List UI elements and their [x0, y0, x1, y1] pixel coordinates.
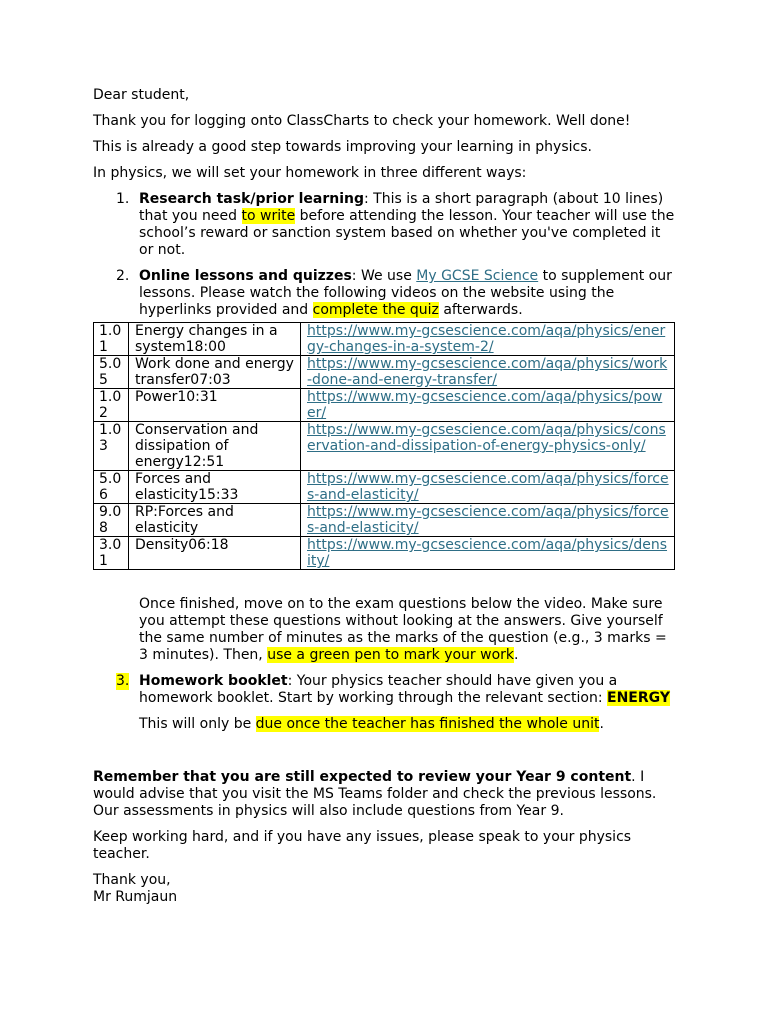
instruction-text: Once finished, move on to the exam questions below the video. Make sure you attempt these questions without looking at the answers. Give yourself the same number of minutes as the marks of the question (e.g., 3 marks = 3 minutes). Then, — [139, 596, 667, 663]
lesson-code-cell: 5.05 — [94, 356, 129, 389]
highlighted-text: use a green pen to mark your work — [267, 647, 515, 663]
lesson-url-cell — [301, 537, 675, 570]
intro-paragraph-2: This is already a good step towards improving your learning in physics. — [93, 139, 592, 155]
lesson-title-cell: Energy changes in a system18:00 — [129, 323, 301, 356]
lesson-title-cell: Power10:31 — [129, 389, 301, 422]
lesson-code-cell: 1.02 — [94, 389, 129, 422]
task-text: afterwards. — [438, 302, 523, 318]
lesson-url-cell — [301, 471, 675, 504]
highlighted-text: due once the teacher has finished the whole unit — [255, 716, 600, 732]
list-number: 2. — [116, 268, 130, 284]
exam-questions-paragraph — [93, 596, 678, 664]
my-gcse-science-link[interactable]: My GCSE Science — [416, 268, 539, 284]
keep-working-paragraph: Keep working hard, and if you have any issues, please speak to your physics teacher. — [93, 829, 632, 862]
booklet-due-note — [93, 716, 678, 733]
lesson-video-link[interactable]: https://www.my-gcsescience.com/aqa/physics/power/ — [307, 389, 663, 421]
lesson-title-cell: RP:Forces and elasticity — [129, 504, 301, 537]
task-text: to supplement our lessons. Please watch the following videos on the website using the hyperlinks provided and — [139, 268, 672, 318]
lesson-video-link[interactable]: https://www.my-gcsescience.com/aqa/physics/conservation-and-dissipation-of-energy-physics-only/ — [307, 422, 666, 454]
lesson-code-cell: 1.03 — [94, 422, 129, 471]
highlighted-section-name: ENERGY — [607, 690, 670, 706]
video-table-body — [94, 323, 675, 570]
note-text: This will only be — [139, 716, 256, 732]
table-row — [94, 356, 675, 389]
note-text: . — [599, 716, 604, 732]
letter-body — [93, 87, 678, 906]
table-row — [94, 504, 675, 537]
list-item-online-lessons — [93, 268, 678, 319]
lesson-video-link[interactable]: https://www.my-gcsescience.com/aqa/physics/energy-changes-in-a-system-2/ — [307, 323, 666, 355]
lesson-code-cell: 1.01 — [94, 323, 129, 356]
table-row — [94, 471, 675, 504]
signature: Mr Rumjaun — [93, 889, 178, 905]
table-row — [94, 389, 675, 422]
intro-paragraph-3: In physics, we will set your homework in three different ways: — [93, 165, 527, 181]
homework-types-list-continued — [93, 673, 678, 733]
lesson-video-link[interactable]: https://www.my-gcsescience.com/aqa/physics/forces-and-elasticity/ — [307, 504, 669, 536]
task-text: : This is a short paragraph (about 10 lines) that you need — [139, 191, 664, 224]
task-text: before attending the lesson. Your teacher will use the school’s reward or sanction system based on whether you've completed it or not. — [139, 208, 675, 258]
lesson-title-cell: Density06:18 — [129, 537, 301, 570]
lesson-title-cell: Conservation and dissipation of energy12:51 — [129, 422, 301, 471]
instruction-text: . — [514, 647, 519, 663]
list-number: 1. — [116, 191, 130, 207]
table-row — [94, 323, 675, 356]
task-text: : Your physics teacher should have given you a homework booklet. Start by working through the relevant section: — [139, 673, 618, 706]
task-title: Online lessons and quizzes — [139, 268, 352, 284]
list-item-research-task — [93, 191, 678, 259]
lesson-url-cell — [301, 356, 675, 389]
lesson-url-cell — [301, 389, 675, 422]
lesson-code-cell: 5.06 — [94, 471, 129, 504]
highlighted-text: complete the quiz — [312, 302, 439, 318]
highlighted-text: to write — [241, 208, 296, 224]
lesson-title-cell: Work done and energy transfer07:03 — [129, 356, 301, 389]
intro-paragraph-1: Thank you for logging onto ClassCharts to check your homework. Well done! — [93, 113, 631, 129]
task-title: Research task/prior learning — [139, 191, 365, 207]
lesson-video-link[interactable]: https://www.my-gcsescience.com/aqa/physics/density/ — [307, 537, 668, 569]
task-text: : We use — [351, 268, 417, 284]
lesson-title-cell: Forces and elasticity15:33 — [129, 471, 301, 504]
greeting: Dear student, — [93, 87, 190, 103]
lesson-code-cell: 3.01 — [94, 537, 129, 570]
video-lessons-table — [93, 322, 675, 570]
lesson-url-cell — [301, 504, 675, 537]
lesson-code-cell: 9.08 — [94, 504, 129, 537]
reminder-bold-text: Remember that you are still expected to review your Year 9 content — [93, 769, 632, 785]
table-row — [94, 422, 675, 471]
lesson-video-link[interactable]: https://www.my-gcsescience.com/aqa/physics/work-done-and-energy-transfer/ — [307, 356, 668, 388]
list-number: 3. — [116, 673, 130, 689]
reminder-text: . I would advise that you visit the MS Teams folder and check the previous lessons. Our assessments in physics will also include questions from Year 9. — [93, 769, 657, 819]
year9-reminder-paragraph — [93, 769, 678, 820]
homework-types-list — [93, 191, 678, 319]
task-title: Homework booklet — [139, 673, 288, 689]
lesson-url-cell — [301, 323, 675, 356]
lesson-url-cell — [301, 422, 675, 471]
table-row — [94, 537, 675, 570]
list-item-homework-booklet — [93, 673, 678, 707]
sign-off: Thank you, — [93, 872, 171, 888]
lesson-video-link[interactable]: https://www.my-gcsescience.com/aqa/physics/forces-and-elasticity/ — [307, 471, 669, 503]
